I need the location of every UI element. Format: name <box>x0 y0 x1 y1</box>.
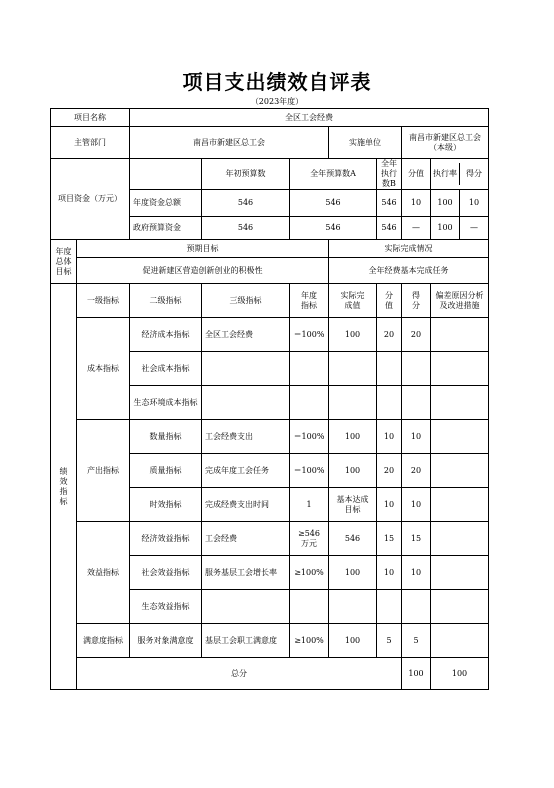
perf-l2: 数量指标 <box>130 420 202 454</box>
perf-l2: 服务对象满意度 <box>130 624 202 658</box>
perf-l3 <box>202 352 290 386</box>
perf-target <box>290 590 329 624</box>
perf-l2: 生态环境成本指标 <box>130 386 202 420</box>
perf-got: 10 <box>402 420 431 454</box>
perf-actual <box>329 590 377 624</box>
perf-note <box>431 352 489 386</box>
perf-l3 <box>202 386 290 420</box>
perf-got: 20 <box>402 454 431 488</box>
perf-target <box>290 352 329 386</box>
perf-l3: 完成经费支出时间 <box>202 488 290 522</box>
goal-actual: 全年经费基本完成任务 <box>329 258 489 284</box>
funds-label: 项目资金（万元） <box>51 159 130 240</box>
funds-cell: 100 <box>431 190 460 216</box>
perf-group-name: 成本指标 <box>77 318 130 420</box>
perf-group-name: 产出指标 <box>77 420 130 522</box>
funds-cell: 546 <box>202 190 290 217</box>
total-label: 总分 <box>77 658 402 690</box>
dept-label: 主管部门 <box>51 127 130 159</box>
perf-target: ≥100% <box>290 556 329 590</box>
self-evaluation-table <box>50 108 489 690</box>
perf-target: ≥546万元 <box>290 522 329 556</box>
funds-cell: 546 <box>290 190 377 217</box>
perf-header: 实际完成值 <box>329 284 377 318</box>
funds-cell: 100 <box>431 217 460 239</box>
perf-header: 得分 <box>402 284 431 318</box>
perf-l2: 经济成本指标 <box>130 318 202 352</box>
funds-cell: 10 <box>468 198 480 207</box>
perf-score: 20 <box>377 318 402 352</box>
perf-got <box>402 352 431 386</box>
perf-got <box>402 590 431 624</box>
total-got: 100 <box>431 658 489 690</box>
perf-score: 10 <box>377 488 402 522</box>
funds-cell: 546 <box>377 190 402 217</box>
funds-cell: 546 <box>290 217 377 240</box>
perf-score: 20 <box>377 454 402 488</box>
funds-cell: 546 <box>377 217 402 240</box>
impl-value: 南昌市新建区总工会（本级） <box>402 127 489 159</box>
perf-target: ＝100% <box>290 454 329 488</box>
perf-score <box>377 352 402 386</box>
perf-l2: 社会效益指标 <box>130 556 202 590</box>
perf-header: 三级指标 <box>202 284 290 318</box>
perf-header: 一级指标 <box>77 284 130 318</box>
perf-actual: 546 <box>329 522 377 556</box>
perf-score: 10 <box>377 556 402 590</box>
page-title: 项目支出绩效自评表 <box>182 70 372 94</box>
project-name-label: 项目名称 <box>51 109 130 127</box>
perf-l3: 完成年度工会任务 <box>202 454 290 488</box>
goal-actual-header: 实际完成情况 <box>329 240 489 258</box>
perf-note <box>431 420 489 454</box>
funds-header-got: 得分 <box>466 169 483 178</box>
goal-label: 年度总体目标 <box>51 240 77 284</box>
goal-expected-header: 预期目标 <box>77 240 329 258</box>
perf-got: 15 <box>402 522 431 556</box>
funds-header-executed: 全年执行数B <box>377 159 402 190</box>
perf-l3: 全区工会经费 <box>202 318 290 352</box>
perf-l3: 工会经费 <box>202 522 290 556</box>
perf-l2: 质量指标 <box>130 454 202 488</box>
funds-header-rate-got <box>431 159 489 190</box>
perf-score: 15 <box>377 522 402 556</box>
perf-header: 偏差原因分析及改进措施 <box>431 284 489 318</box>
perf-target <box>290 386 329 420</box>
perf-got: 20 <box>402 318 431 352</box>
perf-note <box>431 590 489 624</box>
perf-actual <box>329 386 377 420</box>
perf-target: 1 <box>290 488 329 522</box>
perf-target: ≥100% <box>290 624 329 658</box>
funds-rate-got <box>431 190 489 217</box>
perf-group-name: 满意度指标 <box>77 624 130 658</box>
perf-l2: 经济效益指标 <box>130 522 202 556</box>
funds-cell: 10 <box>402 190 431 217</box>
perf-got <box>402 386 431 420</box>
perf-note <box>431 624 489 658</box>
funds-header-blank <box>130 159 202 190</box>
perf-header: 二级指标 <box>130 284 202 318</box>
impl-label: 实施单位 <box>329 127 402 159</box>
perf-score: 5 <box>377 624 402 658</box>
perf-score: 10 <box>377 420 402 454</box>
perf-label-text: 绩效指标 <box>59 466 68 506</box>
funds-header-annual: 全年预算数A <box>290 159 377 190</box>
funds-row-name: 年度资金总额 <box>130 190 202 217</box>
perf-target: ＝100% <box>290 420 329 454</box>
funds-row-name: 政府预算资金 <box>130 217 202 240</box>
perf-got: 10 <box>402 488 431 522</box>
perf-score <box>377 590 402 624</box>
perf-actual: 100 <box>329 624 377 658</box>
perf-note <box>431 318 489 352</box>
perf-note <box>431 386 489 420</box>
funds-header-initial: 年初预算数 <box>202 159 290 190</box>
perf-actual <box>329 352 377 386</box>
perf-l3: 服务基层工会增长率 <box>202 556 290 590</box>
perf-group-name: 效益指标 <box>77 522 130 624</box>
funds-cell: — <box>402 217 431 240</box>
perf-got: 10 <box>402 556 431 590</box>
perf-actual: 100 <box>329 454 377 488</box>
report-year: （2023年度） <box>250 97 304 106</box>
goal-expected: 促进新建区营造创新创业的积极性 <box>77 258 329 284</box>
dept-value: 南昌市新建区总工会 <box>130 127 329 159</box>
perf-l3: 工会经费支出 <box>202 420 290 454</box>
funds-header-rate: 执行率 <box>431 163 460 185</box>
funds-cell: — <box>470 223 479 232</box>
perf-label <box>51 284 77 690</box>
perf-l2: 时效指标 <box>130 488 202 522</box>
perf-score <box>377 386 402 420</box>
perf-header: 年度指标 <box>290 284 329 318</box>
perf-l3 <box>202 590 290 624</box>
perf-actual: 100 <box>329 420 377 454</box>
perf-l3: 基层工会职工满意度 <box>202 624 290 658</box>
funds-header-score: 分值 <box>402 159 431 190</box>
total-score: 100 <box>402 658 431 690</box>
project-name: 全区工会经费 <box>130 109 489 127</box>
perf-note <box>431 522 489 556</box>
perf-actual: 100 <box>329 556 377 590</box>
perf-l2: 生态效益指标 <box>130 590 202 624</box>
perf-got: 5 <box>402 624 431 658</box>
funds-rate-got <box>431 217 489 240</box>
perf-actual: 基本达成目标 <box>329 488 377 522</box>
funds-cell: 546 <box>202 217 290 240</box>
perf-header: 分值 <box>377 284 402 318</box>
perf-note <box>431 454 489 488</box>
perf-l2: 社会成本指标 <box>130 352 202 386</box>
perf-target: ＝100% <box>290 318 329 352</box>
perf-note <box>431 556 489 590</box>
perf-note <box>431 488 489 522</box>
perf-actual: 100 <box>329 318 377 352</box>
